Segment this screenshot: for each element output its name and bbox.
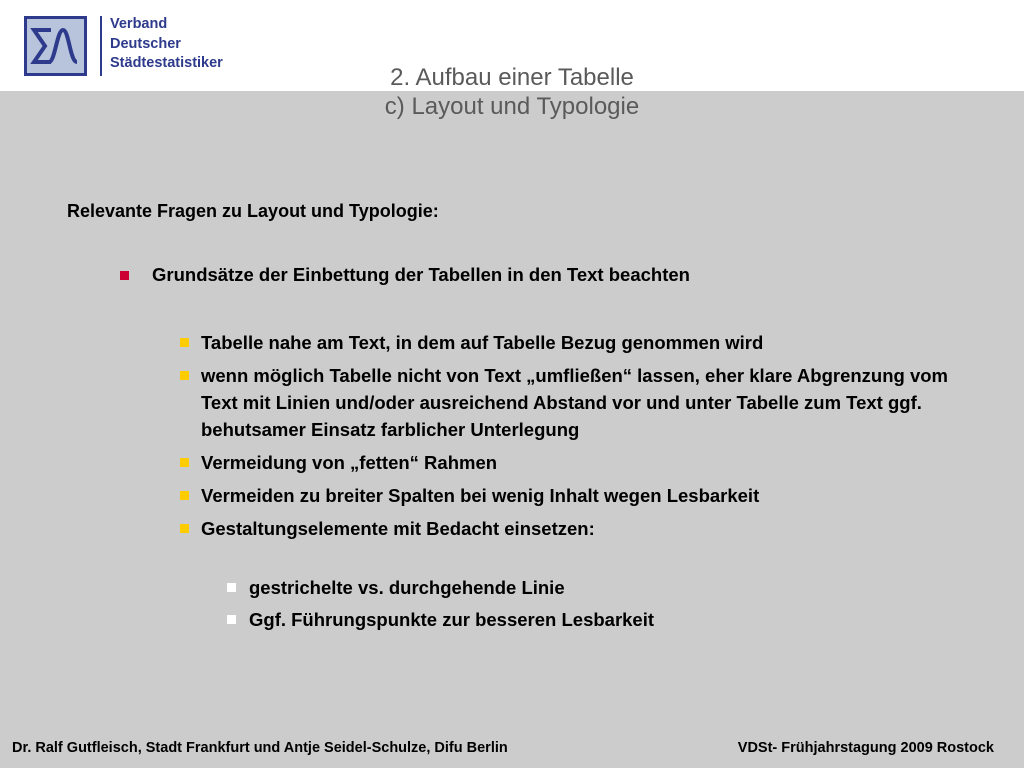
list-item	[177, 515, 957, 542]
bullet-list-level3	[225, 574, 925, 638]
red-square-bullet-icon	[120, 271, 129, 280]
list-item-text: Tabelle nahe am Text, in dem auf Tabelle Bezug genommen wird	[201, 332, 764, 353]
list-item	[177, 482, 957, 509]
yellow-square-bullet-icon	[180, 371, 189, 380]
organization-name-line: Verband	[110, 16, 168, 32]
list-item	[177, 362, 957, 443]
bullet-list-level2	[177, 329, 957, 548]
organization-name-line: Städtestatistiker	[110, 55, 223, 71]
white-square-bullet-icon	[227, 615, 236, 624]
bullet-level1-text: Grundsätze der Einbettung der Tabellen in den Text beachten	[152, 264, 690, 285]
yellow-square-bullet-icon	[180, 524, 189, 533]
list-item	[225, 606, 925, 633]
organization-name-line: Deutscher	[110, 35, 181, 52]
list-item-text: wenn möglich Tabelle nicht von Text „umfließen“ lassen, eher klare Abgrenzung vom Text mit Linien und/oder ausreichend Abstand vor und unter Tabelle zum Text ggf. behutsamer Einsatz farblicher Unterlegung	[201, 365, 949, 440]
list-item-text: Gestaltungselemente mit Bedacht einsetzen:	[201, 518, 595, 539]
list-item	[177, 329, 957, 356]
yellow-square-bullet-icon	[180, 338, 189, 347]
yellow-square-bullet-icon	[180, 491, 189, 500]
list-item-text: Ggf. Führungspunkte zur besseren Lesbarkeit	[249, 609, 655, 630]
slide-title-line1: 2. Aufbau einer Tabelle	[390, 64, 634, 91]
list-item	[177, 449, 957, 476]
footer-event: VDSt- Frühjahrstagung 2009 Rostock	[737, 740, 994, 756]
slide-title-line2: c) Layout und Typologie	[384, 93, 640, 120]
footer-authors: Dr. Ralf Gutfleisch, Stadt Frankfurt und Antje Seidel-Schulze, Difu Berlin	[12, 740, 508, 756]
list-item-text: Vermeiden zu breiter Spalten bei wenig Inhalt wegen Lesbarkeit	[201, 485, 760, 506]
yellow-square-bullet-icon	[180, 458, 189, 467]
slide-footer	[0, 737, 1024, 761]
list-item-text: gestrichelte vs. durchgehende Linie	[249, 577, 565, 598]
white-square-bullet-icon	[227, 583, 236, 592]
list-item-text: Vermeidung von „fetten“ Rahmen	[201, 452, 498, 473]
content-heading: Relevante Fragen zu Layout und Typologie:	[67, 201, 439, 221]
list-item	[225, 574, 925, 601]
